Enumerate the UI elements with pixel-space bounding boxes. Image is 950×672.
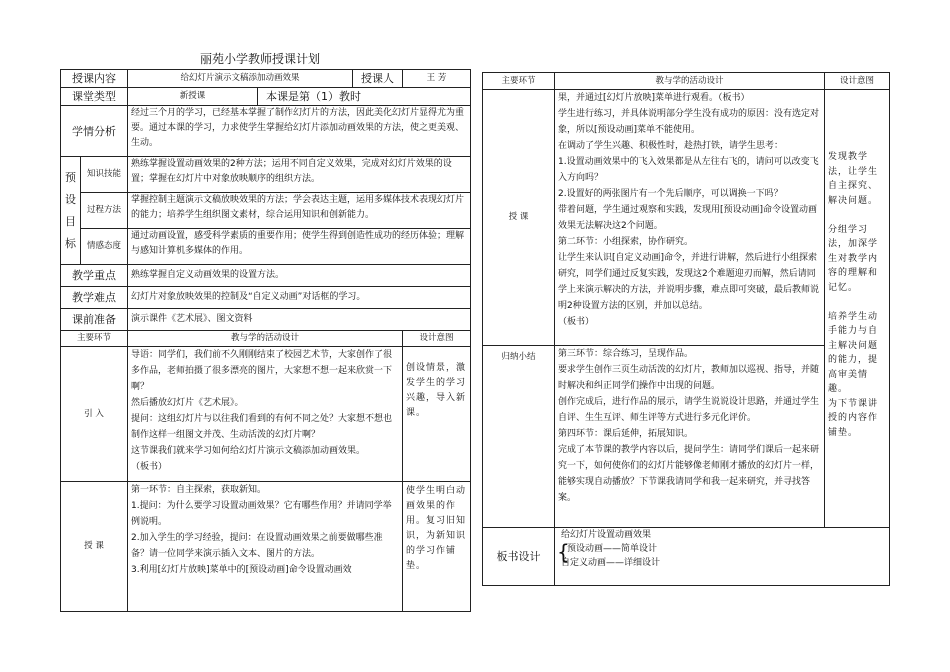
label-type: 课堂类型: [61, 88, 128, 106]
lesson-content: 给幻灯片演示文稿添加动画效果: [128, 70, 353, 88]
intent-right: 发现教学法，让学生自主探究、解决问题。 分组学习法，加深学生对教学内容的理解和记忆。 培养学生动手能力与自主解决问题的能力，提高审美情趣。 为下节课讲授的内容作铺垫。: [825, 90, 890, 528]
board-design: [555, 528, 890, 586]
header-intent-right: 设计意图: [825, 73, 890, 90]
preparation-text: 演示课件《艺术展》、图文资料: [128, 309, 471, 331]
goal-process-text: 掌握控制主题演示文稿放映效果的方法；学会表达主题，运用多媒体技术表现幻灯片的能力；培养学生组织图文素材，综合运用知识和创新能力。: [128, 193, 471, 229]
label-goal-process: 过程方法: [81, 193, 128, 229]
intent-intro: 创设情景，激发学生的学习兴趣，导入新课。: [403, 347, 471, 482]
label-content: 授课内容: [61, 70, 128, 88]
lesson-plan-table-left: [60, 69, 471, 612]
activity-intro: 导语：同学们，我们前不久刚刚结束了校园艺术节，大家创作了很多作品，老师拍摄了很多漂亮的图片，大家想不想一起来欣赏一下啊？ 然后播放幻灯片《艺术展》。 提问：这组幻灯片与以往我们看到的有何不同之处？大家想不想也制作这样一组图文并茂、生动活泼的幻灯片啊？ 这节课我们就来学习如何给幻灯片演示文稿添加动画效果。 （板书）: [128, 347, 403, 482]
stage-teaching: 授 课: [61, 482, 128, 612]
header-intent: 设计意图: [403, 331, 471, 347]
difficulty-text: 幻灯片对象放映效果的控制及“自定义动画”对话框的学习。: [128, 287, 471, 309]
stage-teaching-cont: 授 课: [483, 90, 555, 346]
header-stage-right: 主要环节: [483, 73, 555, 90]
session-number: 本课是第（1）教时: [258, 88, 471, 106]
activity-teaching: 第一环节：自主探索，获取新知。 1.提问：为什么要学习设置动画效果？它有哪些作用？并请同学举例说明。 2.加入学生的学习经验，提问：在设置动画效果之前要做哪些准备？请一位同学来演示插入文本、图片的方法。 3.利用[幻灯片放映]菜单中的[预设动画]命令设置动画效: [128, 482, 403, 612]
label-teacher: 授课人: [353, 70, 403, 88]
teacher-name: 王 芳: [403, 70, 471, 88]
header-stage: 主要环节: [61, 331, 128, 347]
stage-intro: 引 入: [61, 347, 128, 482]
label-board: 板书设计: [483, 528, 555, 586]
label-goal-emotion: 情感态度: [81, 229, 128, 265]
board-title: 给幻灯片设置动画效果: [561, 530, 652, 540]
label-goal-knowledge: 知识技能: [81, 157, 128, 193]
label-goals: 预 设 目 标: [61, 157, 81, 265]
lesson-plan-table-right: [482, 72, 890, 586]
activity-summary: 第三环节：综合练习，呈现作品。 要求学生创作三页生动活泼的幻灯片，教师加以巡视、指导，并随时解决和纠正同学们操作中出现的问题。 创作完成后，进行作品的展示，请学生说说设计思路，并通过学生自评、生生互评、师生评等方式进行多元化评价。 第四环节：课后延伸，拓展知识。 完成了本节课的教学内容以后，提问学生：请同学们课后一起来研究一下，如何使你们的幻灯片能够像老师刚才播放的幻灯片一样，能够实现自动播放？下节课我请同学和我一起来研究，并寻找答案。: [555, 346, 825, 528]
analysis-text: 经过三个月的学习，已经基本掌握了制作幻灯片的方法，因此美化幻灯片显得尤为重要。通过本课的学习，力求使学生掌握给幻灯片添加动画效果的方法，使之更美观、生动。: [128, 106, 471, 157]
label-difficulty: 教学难点: [61, 287, 128, 309]
document-title: 丽苑小学教师授课计划: [200, 52, 321, 66]
board-line-1: 预设动画——简单设计: [567, 544, 658, 554]
key-point-text: 熟练掌握自定义动画效果的设置方法。: [128, 265, 471, 287]
activity-teaching-cont: 果，并通过[幻灯片放映]菜单进行观看。（板书） 学生进行练习，并具体说明部分学生没有成功的原因：没有选定对象，所以[预设动画]菜单不能使用。 在调动了学生兴趣、积极性时，趁热打铁，请学生思考： 1.设置动画效果中的飞入效果都是从左往右飞的，请问可以改变飞入方向吗？ 2.设置好的两张图片有一个先后顺序，可以调换一下吗？ 带着问题，学生通过观察和实践，发现用[预设动画]命令设置动画效果无法解决这2个问题。 第二环节：小组探索，协作研究。 让学生来认识[自定义动画]命令，并进行讲解，然后进行小组探索研究，同学们通过反复实践，发现这2个难题迎刃而解，然后请同学上来演示解决的方法，并说明步骤，难点即可突破，最后教师说明2种设置方法的区别，并加以总结。 （板书）: [555, 90, 825, 346]
label-key-point: 教学重点: [61, 265, 128, 287]
lesson-type: 新授课: [128, 88, 258, 106]
label-preparation: 课前准备: [61, 309, 128, 331]
stage-summary: 归纳小结: [483, 346, 555, 528]
header-activity-right: 教与学的活动设计: [555, 73, 825, 90]
goal-emotion-text: 通过动画设置，感受科学素质的重要作用；使学生得到创造性成功的经历体验；理解与感知计算机多媒体的作用。: [128, 229, 471, 265]
goal-knowledge-text: 熟练掌握设置动画效果的2种方法；运用不同自定义效果，完成对幻灯片效果的设置；掌握在幻灯片中对象放映顺序的组织方法。: [128, 157, 471, 193]
header-activity: 教与学的活动设计: [128, 331, 403, 347]
label-analysis: 学情分析: [61, 106, 128, 157]
board-line-2: 自定义动画——详细设计: [561, 558, 661, 568]
intent-teaching: 使学生明白动画效果的作用。复习旧知识，为新知识的学习作铺垫。: [403, 482, 471, 612]
brace-icon: {: [557, 540, 570, 564]
